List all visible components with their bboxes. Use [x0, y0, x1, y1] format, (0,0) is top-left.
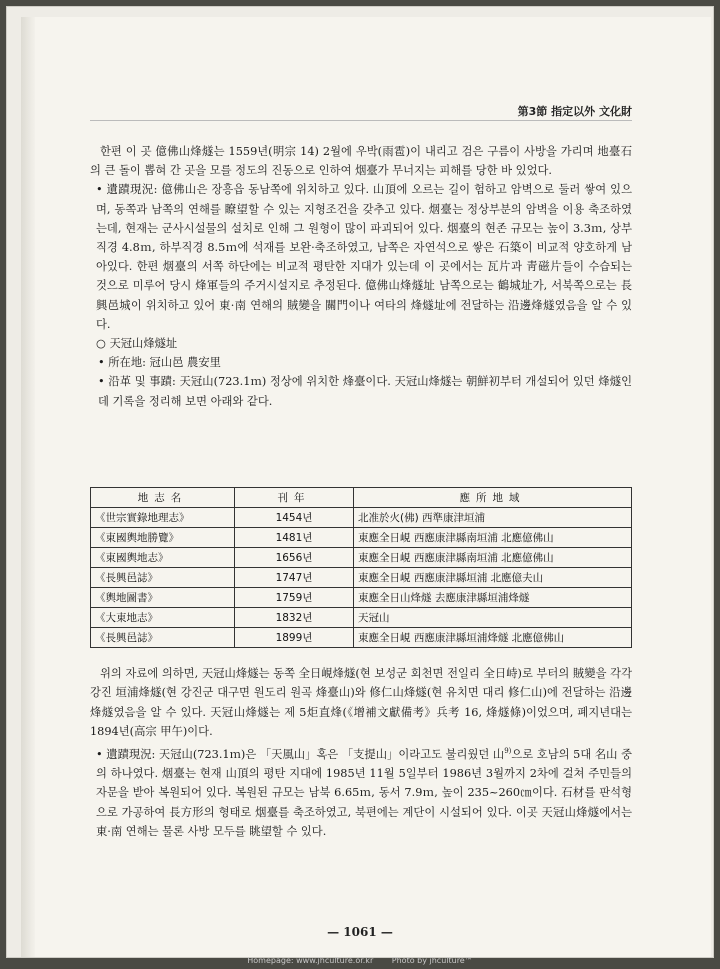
subheading-cheongwansan: ○ 天冠山烽燧址 — [96, 337, 178, 351]
header-title: 指定以外 文化財 — [551, 105, 632, 118]
cell-year: 1832년 — [235, 608, 354, 628]
table-row — [91, 548, 632, 568]
table-header-row — [91, 488, 632, 508]
site-status-2-start: • 遺蹟現況: 天冠山(723.1ｍ)은 「天風山」혹은 「支提山」이라고도 불리웠던 山 — [96, 747, 505, 761]
cell-gazetteer: 《長興邑誌》 — [91, 628, 235, 648]
header-rule — [90, 120, 632, 121]
gazetteer-table — [90, 487, 632, 648]
body-text-bottom — [90, 664, 632, 841]
cell-year: 1481년 — [235, 528, 354, 548]
page-number: — 1061 — — [327, 925, 393, 939]
table-row — [91, 608, 632, 628]
header-section: 第3節 — [517, 105, 548, 118]
paragraph-site-status-2 — [90, 742, 632, 842]
cell-year: 1759년 — [235, 588, 354, 608]
photo-credit — [0, 956, 720, 965]
paragraph-rain-event: 한편 이 곳 億佛山烽燧는 1559년(明宗 14) 2월에 우박(雨雹)이 내리고 검은 구름이 사방을 가리며 地臺石의 큰 돌이 뽑혀 간 곳을 모를 정도의 진동으로 인하여 烟臺가 무너지는 피해를 당한 바 있었다. — [90, 145, 632, 178]
table-row — [91, 508, 632, 528]
cell-year: 1747년 — [235, 568, 354, 588]
cell-year: 1899년 — [235, 628, 354, 648]
footnote-mark: 9) — [504, 746, 512, 755]
cell-gazetteer: 《世宗實錄地理志》 — [91, 508, 235, 528]
paragraph-site-status: • 遺蹟現況: 億佛山은 장흥읍 동남쪽에 위치하고 있다. 山頂에 오르는 길이 험하고 암벽으로 둘러 쌓여 있으며, 동쪽과 남쪽의 연해를 瞭望할 수 있는 지형조건을 갖추고 있다. 烟臺는 정상부분의 암벽을 이용 축조하였는데, 현재는 군사시설물의 설치로 인해 그 원형이 많이 파괴되어 있다. 烟臺의 현존 규모는 높이 3.3ｍ, 상부직경 4.8ｍ, 하부직경 8.5ｍ에 석재를 보완·축조하였고, 남쪽은 자연석으로 쌓은 石築이 비교적 양호하게 남아있다. 한편 烟臺의 서쪽 하단에는 비교적 평탄한 지대가 있는데 이 곳에서는 瓦片과 靑磁片들이 수습되는 것으로 미루어 당시 烽軍들의 주거시설지로 추정된다. 億佛山烽燧址 남쪽으로는 鶴城址가, 서북쪽으로는 長興邑城이 위치하고 있어 東·南 연해의 賊變을 關門이나 여타의 烽燧址에 전달하는 沿邊烽燧였음을 알 수 있다. — [96, 183, 632, 331]
cell-gazetteer: 《輿地圖書》 — [91, 588, 235, 608]
cell-year: 1656년 — [235, 548, 354, 568]
col-header-response-area: 應所地域 — [354, 488, 632, 508]
page-gutter-shadow — [21, 17, 35, 957]
col-header-year: 刊年 — [235, 488, 354, 508]
location-line: • 所在地: 冠山邑 農安里 — [98, 356, 221, 370]
cell-response-area: 東應全日峴 西應康津縣垣浦 北應億夫山 — [354, 568, 632, 588]
cell-response-area: 東應全日峴 西應康津縣垣浦烽燧 北應億佛山 — [354, 628, 632, 648]
cell-response-area: 東應全日峴 西應康津縣南垣浦 北應億佛山 — [354, 548, 632, 568]
cell-gazetteer: 《東國輿地勝覽》 — [91, 528, 235, 548]
body-text-top — [90, 142, 632, 411]
cell-year: 1454년 — [235, 508, 354, 528]
cell-response-area: 東應全日峴 西應康津縣南垣浦 北應億佛山 — [354, 528, 632, 548]
cell-response-area: 東應全日山烽燧 去應康津縣垣浦烽燧 — [354, 588, 632, 608]
credit-homepage: Homepage: www.jhculture.or.kr — [247, 956, 374, 965]
cell-response-area: 北准於火(佛) 西準康津垣浦 — [354, 508, 632, 528]
cell-gazetteer: 《長興邑誌》 — [91, 568, 235, 588]
table-row — [91, 568, 632, 588]
site-status-2-rest: 으로 호남의 5대 名山 중의 하나였다. 烟臺는 현재 山頂의 평탄 지대에 1985년 11월 5일부터 1986년 3월까지 2차에 걸쳐 주민들의 자문을 받아 복원되어 있다. 복원된 규모는 남북 6.65ｍ, 동서 7.9ｍ, 높이 235~260㎝이다. 石材를 판석형으로 가공하여 長方形의 형태로 烟臺를 축조하였고, 북편에는 계단이 시설되어 있다. 이곳 天冠山烽燧에서는 東·南 연해는 물론 사방 모두를 眺望할 수 있다. — [96, 747, 632, 839]
table-row — [91, 528, 632, 548]
cell-gazetteer: 《東國輿地志》 — [91, 548, 235, 568]
history-line: • 沿革 및 事蹟: 天冠山(723.1ｍ) 정상에 위치한 烽臺이다. 天冠山烽燧는 朝鮮初부터 개설되어 있던 烽燧인데 기록을 정리해 보면 아래와 같다. — [98, 375, 632, 408]
table-row — [91, 588, 632, 608]
table-row — [91, 628, 632, 648]
credit-photo: Photo by jhculture™ — [391, 956, 473, 965]
col-header-gazetteer: 地志名 — [91, 488, 235, 508]
paragraph-interpretation: 위의 자료에 의하면, 天冠山烽燧는 동쪽 全日峴烽燧(현 보성군 회천면 전일리 全日峙)로 부터의 賊變을 각각 강진 垣浦烽燧(현 강진군 대구면 원도리 원곡 烽臺山)와 修仁山烽燧(현 유치면 대리 修仁山)에 전달하는 沿邊烽燧였음을 알 수 있다. 天冠山烽燧는 제 5炬直烽(《增補文獻備考》兵考 16, 烽燧條)이었으며, 폐지년대는 1894년(高宗 甲午)이다. — [90, 667, 632, 739]
cell-gazetteer: 《大東地志》 — [91, 608, 235, 628]
cell-response-area: 天冠山 — [354, 608, 632, 628]
running-header — [518, 103, 632, 119]
